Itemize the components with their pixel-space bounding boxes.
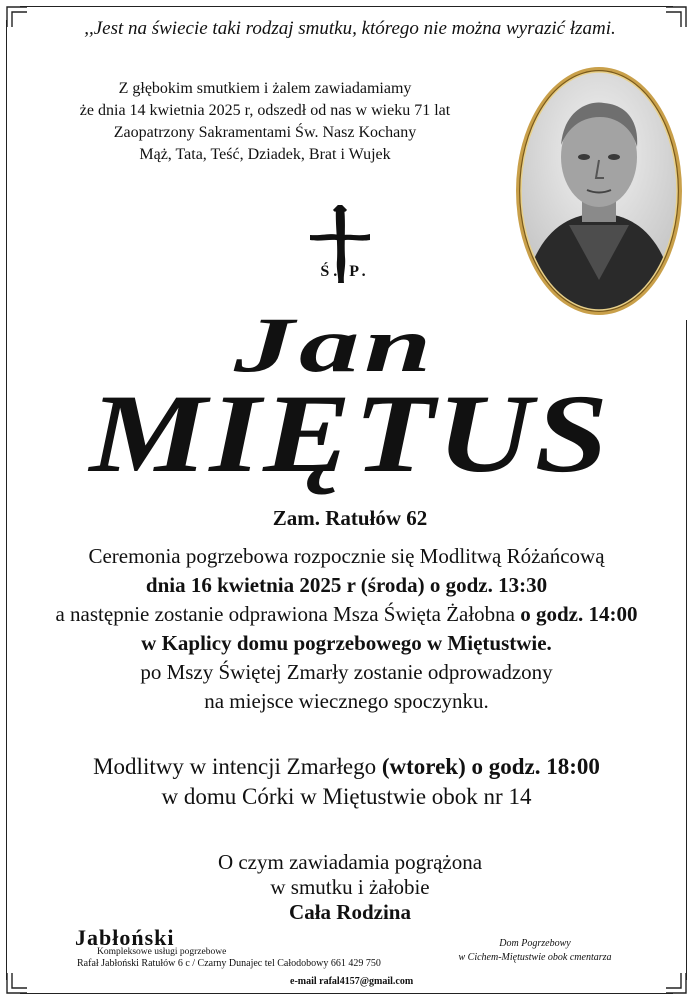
deceased-surname: MIĘTUS [89, 372, 611, 496]
closing-line: w smutku i żałobie [270, 875, 430, 899]
deceased-first-name: Jan [233, 301, 437, 388]
closing-line: O czym zawiadamia pogrążona [217, 850, 483, 874]
ceremony-details [20, 542, 673, 716]
ceremony-place-line: w Kaplicy domu pogrzebowego w Miętustwie. [141, 631, 552, 655]
frame-bottom [20, 993, 673, 994]
prayer-info [20, 752, 673, 812]
portrait-photo [514, 65, 684, 317]
funeral-home-info [430, 937, 640, 965]
closing-signature: Cała Rodzina [289, 900, 411, 924]
ceremony-line: po Mszy Świętej Zmarły zostanie odprowadzony [140, 660, 553, 684]
ceremony-mass-line [20, 600, 673, 629]
prayer-time: (wtorek) o godz. 18:00 [381, 754, 600, 779]
frame-left [6, 20, 7, 980]
intro-line: Zaopatrzony Sakramentami Św. Nasz Kochany [113, 124, 417, 141]
frame-top [20, 6, 673, 7]
firm-address: Rafał Jabłoński Ratułów 6 c / Czarny Dunajec tel Całodobowy 661 429 750 [77, 958, 381, 969]
corner-ornament-top-right [665, 6, 687, 28]
prayer-location: w domu Córki w Miętustwie obok nr 14 [161, 784, 532, 809]
ceremony-line: na miejsce wiecznego spoczynku. [204, 689, 489, 713]
intro-line: Z głębokim smutkiem i żalem zawiadamiamy [118, 80, 412, 97]
funeral-home-title: Dom Pogrzebowy [499, 938, 571, 949]
firm-subtitle: Kompleksowe usługi pogrzebowe [97, 947, 227, 957]
prayer-text: Modlitwy w intencji Zmarłego [93, 754, 382, 779]
ceremony-date-line: dnia 16 kwietnia 2025 r (środa) o godz. 13:30 [145, 573, 548, 597]
intro-line: że dnia 14 kwietnia 2025 r, odszedł od nas w wieku 71 lat [79, 102, 451, 119]
mass-text: a następnie zostanie odprawiona Msza Święta Żałobna [55, 602, 521, 626]
corner-ornament-bottom-left [6, 972, 28, 994]
firm-email: e-mail rafal4157@gmail.com [290, 976, 414, 987]
intro-line: Mąż, Tata, Teść, Dziadek, Brat i Wujek [139, 146, 391, 163]
mass-time: o godz. 14:00 [520, 602, 638, 626]
corner-ornament-top-left [6, 6, 28, 28]
firm-logo-name: Jabłoński [75, 925, 175, 950]
deceased-address: Zam. Ratułów 62 [272, 506, 428, 530]
corner-ornament-bottom-right [665, 972, 687, 994]
ceremony-line: Ceremonia pogrzebowa rozpocznie się Modlitwą Różańcową [88, 544, 605, 568]
prayer-line [20, 752, 673, 782]
sp-initials: Ś. P. [320, 263, 370, 280]
motto-quote: ,,Jest na świecie taki rodzaj smutku, którego nie można wyrazić łzami. [84, 18, 616, 39]
funeral-home-location: w Cichem-Miętustwie obok cmentarza [458, 952, 612, 963]
announcement-intro [60, 78, 470, 166]
closing-notice [150, 850, 550, 925]
